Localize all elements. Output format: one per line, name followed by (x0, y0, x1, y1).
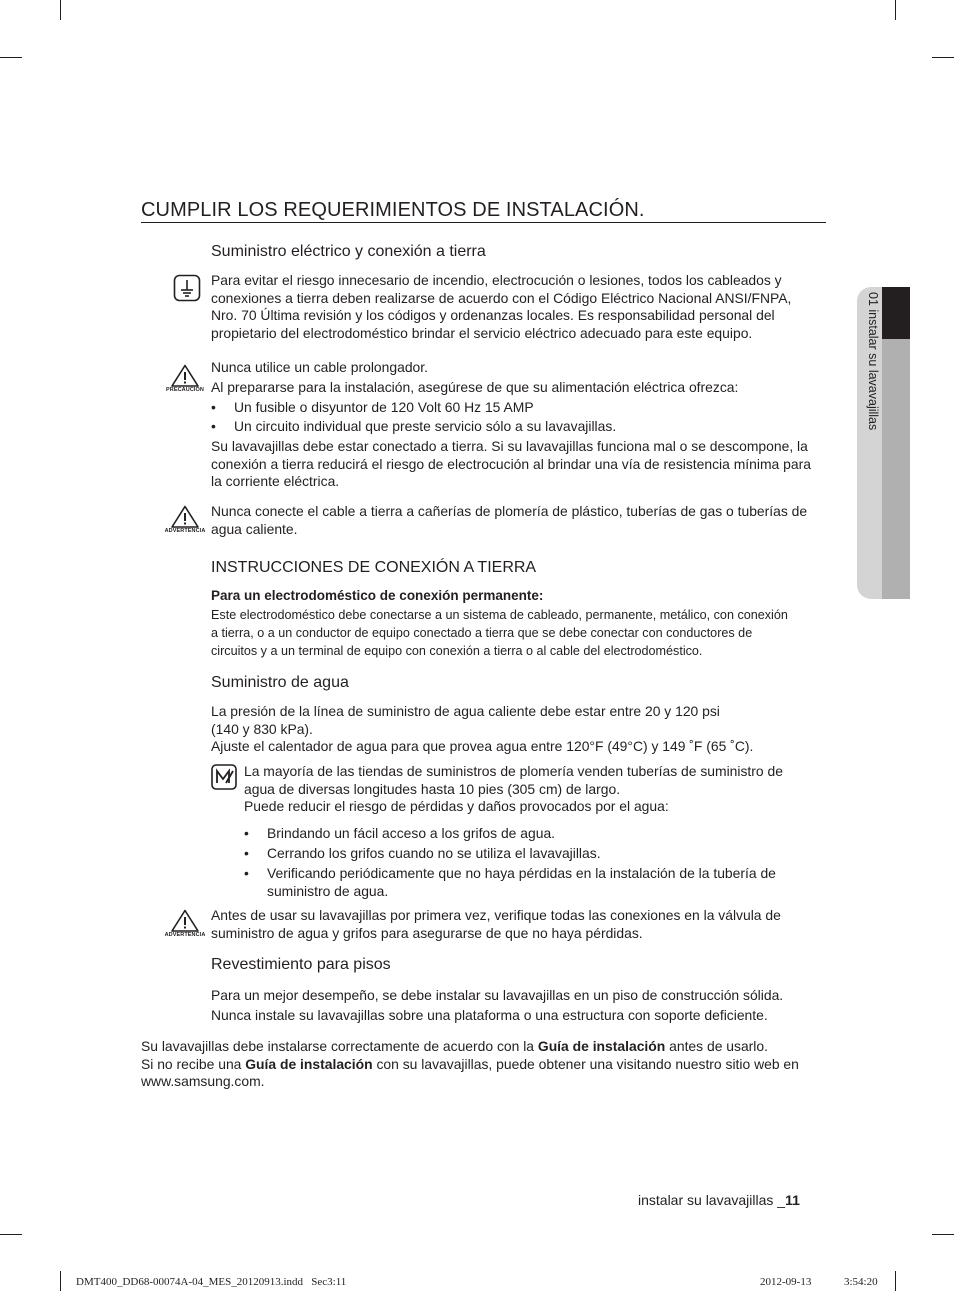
print-file-info: DMT400_DD68-00074A-04_MES_20120913.indd Sec3:11 (76, 1276, 347, 1288)
side-tab-marker (882, 287, 910, 339)
page-footer: instalar su lavavajillas _11 (638, 1192, 800, 1208)
crop-mark (0, 1234, 22, 1235)
crop-mark (895, 1271, 896, 1291)
floor-heading: Revestimiento para pisos (211, 956, 391, 973)
crop-mark (932, 1234, 954, 1235)
electrical-heading: Suministro eléctrico y conexión a tierra (211, 243, 486, 260)
crop-mark (895, 0, 896, 20)
title-rule (141, 222, 826, 223)
warning-triangle-icon (170, 909, 200, 933)
warning-text-1: Nunca conecte el cable a tierra a cañerías de plomería de plástico, tuberías de gas o tuberías de agua caliente. (211, 503, 808, 537)
ground-text: Para evitar el riesgo innecesario de incendio, electrocución o lesiones, todos los cableados y conexiones a tierra deben realizarse de acuerdo con el Código Eléctrico Nacional ANSI/FNPA, Nro. 70 Última revisión y los códigos y ordenanzas locales. Es responsabilidad personal del propietario del electrodoméstico brindar el servicio eléctrico adecuado para este equipo. (211, 272, 792, 341)
caution-line-1: Nunca utilice un cable prolongador. (211, 359, 428, 375)
advertencia-label: ADVERTENCIA (164, 932, 206, 938)
advertencia-label: ADVERTENCIA (164, 528, 206, 534)
warning-triangle-icon (170, 505, 200, 529)
water-text: La presión de la línea de suministro de agua caliente debe estar entre 20 y 120 psi (140 y 830 kPa). Ajuste el calentador de agua para que provea agua entre 120°F (49°C) y 149 ˚F (65 ˚C). (211, 703, 754, 754)
page-title: CUMPLIR LOS REQUERIMIENTOS DE INSTALACIÓN. (141, 199, 645, 221)
water-heading: Suministro de agua (211, 674, 349, 691)
crop-mark (0, 57, 22, 58)
print-date: 2012-09-13 (760, 1276, 812, 1288)
note-text: La mayoría de las tiendas de suministros de plomería venden tuberías de suministro de agua de diversas longitudes hasta 10 pies (305 cm) de largo. Puede reducir el riesgo de pérdidas y daños provocados por el agua: (244, 763, 783, 814)
floor-text: Para un mejor desempeño, se debe instalar su lavavajillas en un piso de construcción sólida. Nunca instale su lavavajillas sobre una plataforma o una estructura con soporte deficiente. (211, 987, 784, 1023)
warning-text-2: Antes de usar su lavavajillas por primera vez, verifique todas las conexiones en la válvula de suministro de agua y grifos para asegurarse de que no haya pérdidas. (211, 907, 781, 941)
side-tab-label: 01 instalar su lavavajillas (866, 292, 880, 431)
closing-text: Su lavavajillas debe instalarse correctamente de acuerdo con la Guía de instalación antes de usarlo. Si no recibe una Guía de instalación con su lavavajillas, puede obtener una visitando nuestro sitio web en www.samsung.com. (141, 1038, 799, 1089)
grounding-text: Este electrodoméstico debe conectarse a un sistema de cableado, permanente, metálico, con conexión a tierra, o a un conductor de equipo conectado a tierra que se debe conectar con conductores de circuitos y a un terminal de equipo con conexión a tierra o al cable del electrodoméstico. (211, 608, 788, 658)
crop-mark (932, 57, 954, 58)
ground-paragraph: Su lavavajillas debe estar conectado a tierra. Si su lavavajillas funciona mal o se descompone, la conexión a tierra reducirá el riesgo de electrocución al brindar una vía de resistencia mínima para la corriente eléctrica. (211, 438, 811, 489)
side-tab-bar (882, 339, 910, 599)
warning-triangle-icon (170, 364, 200, 388)
precaucion-label: PRECAUCIÓN (166, 387, 204, 393)
crop-mark (60, 1271, 61, 1291)
caution-line-2: Al prepararse para la instalación, asegúrese de que su alimentación eléctrica ofrezca: (211, 379, 739, 395)
grounding-subheading: Para un electrodoméstico de conexión permanente: (211, 588, 544, 603)
grounding-heading: INSTRUCCIONES DE CONEXIÓN A TIERRA (211, 559, 537, 576)
note-icon (211, 764, 237, 790)
ground-icon (173, 274, 201, 302)
print-time: 3:54:20 (844, 1276, 878, 1288)
crop-mark (60, 0, 61, 20)
